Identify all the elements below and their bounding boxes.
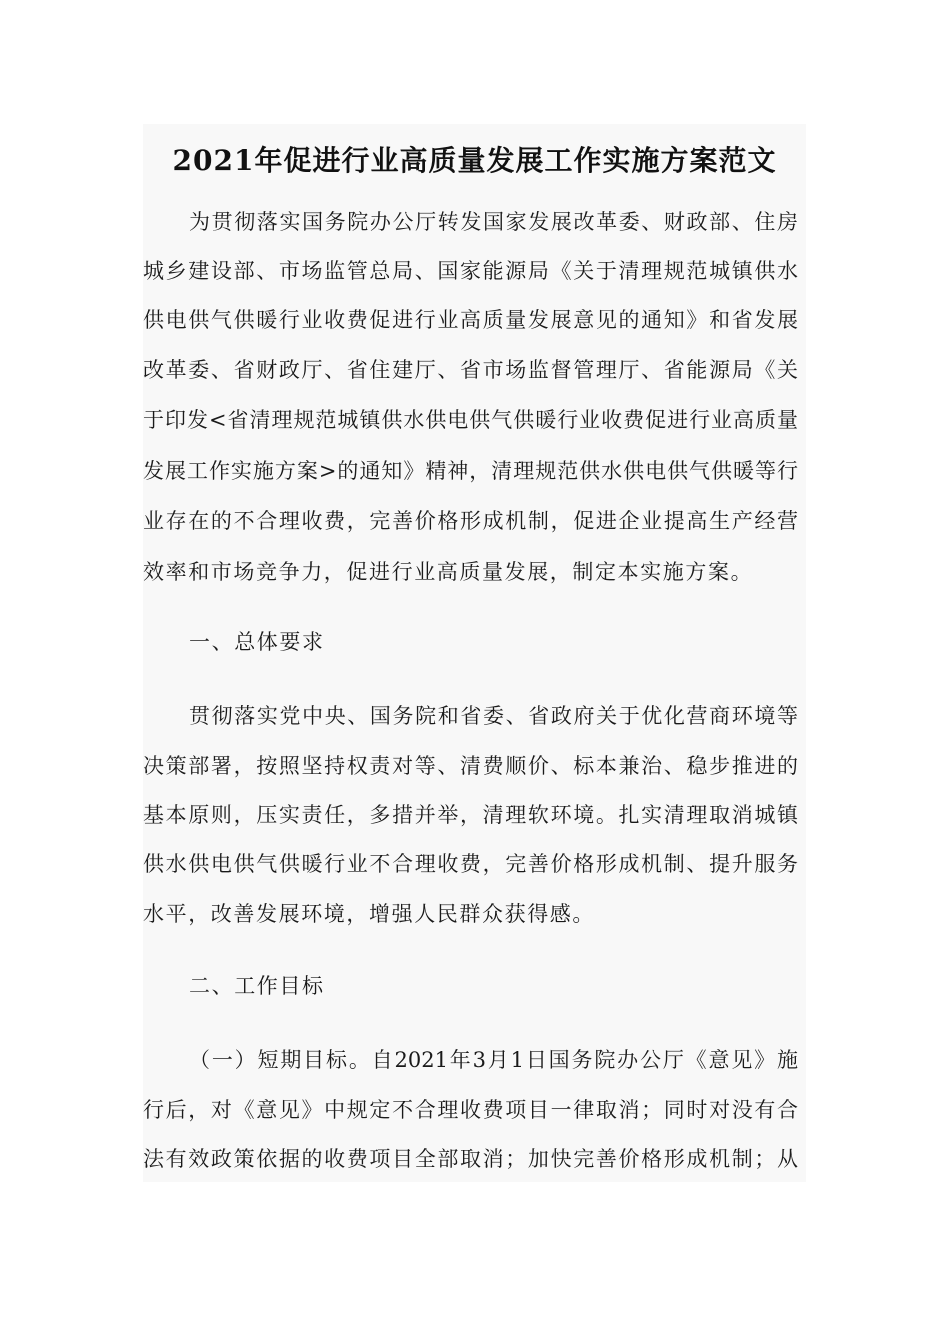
- paragraph-1-line-5: 于印发<省清理规范城镇供水供电供气供暖行业收费促进行业高质量: [143, 408, 798, 432]
- section-heading-1: 一、总体要求: [189, 630, 325, 654]
- document-title: 2021年促进行业高质量发展工作实施方案范文: [172, 144, 777, 177]
- paragraph-2-line-1: 贯彻落实党中央、国务院和省委、省政府关于优化营商环境等: [189, 704, 798, 728]
- document-page: [143, 124, 806, 1182]
- paragraph-1-line-3: 供电供气供暖行业收费促进行业高质量发展意见的通知》和省发展: [143, 308, 798, 332]
- paragraph-1-line-6: 发展工作实施方案>的通知》精神，清理规范供水供电供气供暖等行: [143, 459, 798, 483]
- paragraph-1-line-8: 效率和市场竞争力，促进行业高质量发展，制定本实施方案。: [143, 560, 754, 584]
- paragraph-2-line-5: 水平，改善发展环境，增强人民群众获得感。: [143, 902, 595, 926]
- paragraph-2-line-4: 供水供电供气供暖行业不合理收费，完善价格形成机制、提升服务: [143, 852, 798, 876]
- paragraph-1-line-1: 为贯彻落实国务院办公厅转发国家发展改革委、财政部、住房: [189, 210, 798, 234]
- paragraph-2-line-2: 决策部署，按照坚持权责对等、清费顺价、标本兼治、稳步推进的: [143, 754, 798, 778]
- paragraph-2-line-3: 基本原则，压实责任，多措并举，清理软环境。扎实清理取消城镇: [143, 803, 798, 827]
- paragraph-1-line-7: 业存在的不合理收费，完善价格形成机制，促进企业提高生产经营: [143, 509, 798, 533]
- paragraph-3-line-3: 法有效政策依据的收费项目全部取消；加快完善价格形成机制；从: [143, 1147, 798, 1171]
- paragraph-3-line-1: （一）短期目标。自2021年3月1日国务院办公厅《意见》施: [189, 1048, 798, 1072]
- section-heading-2: 二、工作目标: [189, 974, 325, 998]
- paragraph-1-line-4: 改革委、省财政厅、省住建厅、省市场监督管理厅、省能源局《关: [143, 358, 798, 382]
- paragraph-3-line-2: 行后，对《意见》中规定不合理收费项目一律取消；同时对没有合: [143, 1098, 798, 1122]
- paragraph-1-line-2: 城乡建设部、市场监管总局、国家能源局《关于清理规范城镇供水: [143, 259, 798, 283]
